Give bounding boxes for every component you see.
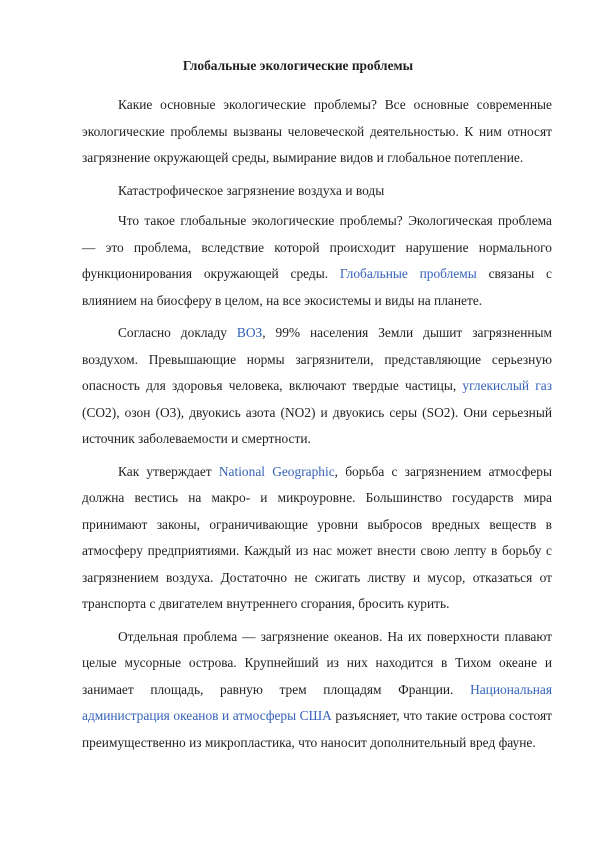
paragraph-national-geographic	[82, 459, 552, 618]
paragraph-intro-text: Какие основные экологические проблемы? Все основные современные экологические проблемы вызваны человеческой деятельностью. К ним относят загрязнение окружающей среды, вымирание видов и глобальное потепление.	[82, 97, 552, 165]
link-carbon-dioxide[interactable]: углекислый газ	[462, 378, 552, 393]
paragraph-definition	[82, 208, 552, 314]
subheading-text: Катастрофическое загрязнение воздуха и воды	[118, 182, 385, 198]
link-who[interactable]: ВОЗ	[236, 325, 263, 340]
link-noaa[interactable]: Национальная администрация океанов и атмосферы США	[82, 681, 552, 723]
paragraph-ng-text-a: Как утверждает	[118, 463, 212, 479]
paragraph-air-pollution	[82, 320, 552, 453]
document-title: Глобальные экологические проблемы	[182, 58, 414, 73]
paragraph-air-text-c: (CO2), озон (O3), двуокись азота (NO2) и двуокись серы (SO2). Они серьезный источник заболеваемости и смертности.	[82, 404, 552, 446]
paragraph-definition-text-a: Что такое глобальные экологические проблемы? Экологическая проблема — это проблема, вследствие которой происходит нарушение нормального функционирования окружающей среды.	[82, 213, 552, 281]
link-national-geographic[interactable]: National Geographic	[218, 463, 335, 479]
paragraph-oceans-text-b: разъясняет, что такие острова состоят преимущественно из микропластика, что наносит дополнительный вред фауне.	[82, 708, 552, 750]
paragraph-air-text-b: , 99% населения Земли дышит загрязненным воздухом. Превышающие нормы загрязнители, представляющие серьезную опасность для здоровья человека, включают твердые частицы,	[82, 325, 552, 393]
paragraph-oceans	[82, 624, 552, 757]
paragraph-air-text-a: Согласно докладу	[118, 325, 227, 340]
link-global-problems[interactable]: Глобальные проблемы	[339, 266, 477, 281]
paragraph-oceans-text-a: Отдельная проблема — загрязнение океанов. На их поверхности плавают целые мусорные острова. Крупнейший из них находится в Тихом океане и занимает площадь, равную трем площадям Франции.	[82, 628, 552, 697]
subheading	[82, 178, 552, 205]
paragraph-definition-text-b: связаны с влиянием на биосферу в целом, на все экосистемы и виды на планете.	[82, 266, 552, 308]
paragraph-intro	[82, 92, 552, 172]
paragraph-ng-text-b: , борьба с загрязнением атмосферы должна вестись на макро- и микроуровне. Большинство государств мира принимают законы, ограничивающие уровни выбросов вредных веществ в атмосферу предприятиями. Каждый из нас может внести свою лепту в борьбу с загрязнением воздуха. Достаточно не сжигать листву и мусор, отказаться от транспорта с двигателем внутреннего сгорания, бросить курить.	[82, 463, 552, 611]
